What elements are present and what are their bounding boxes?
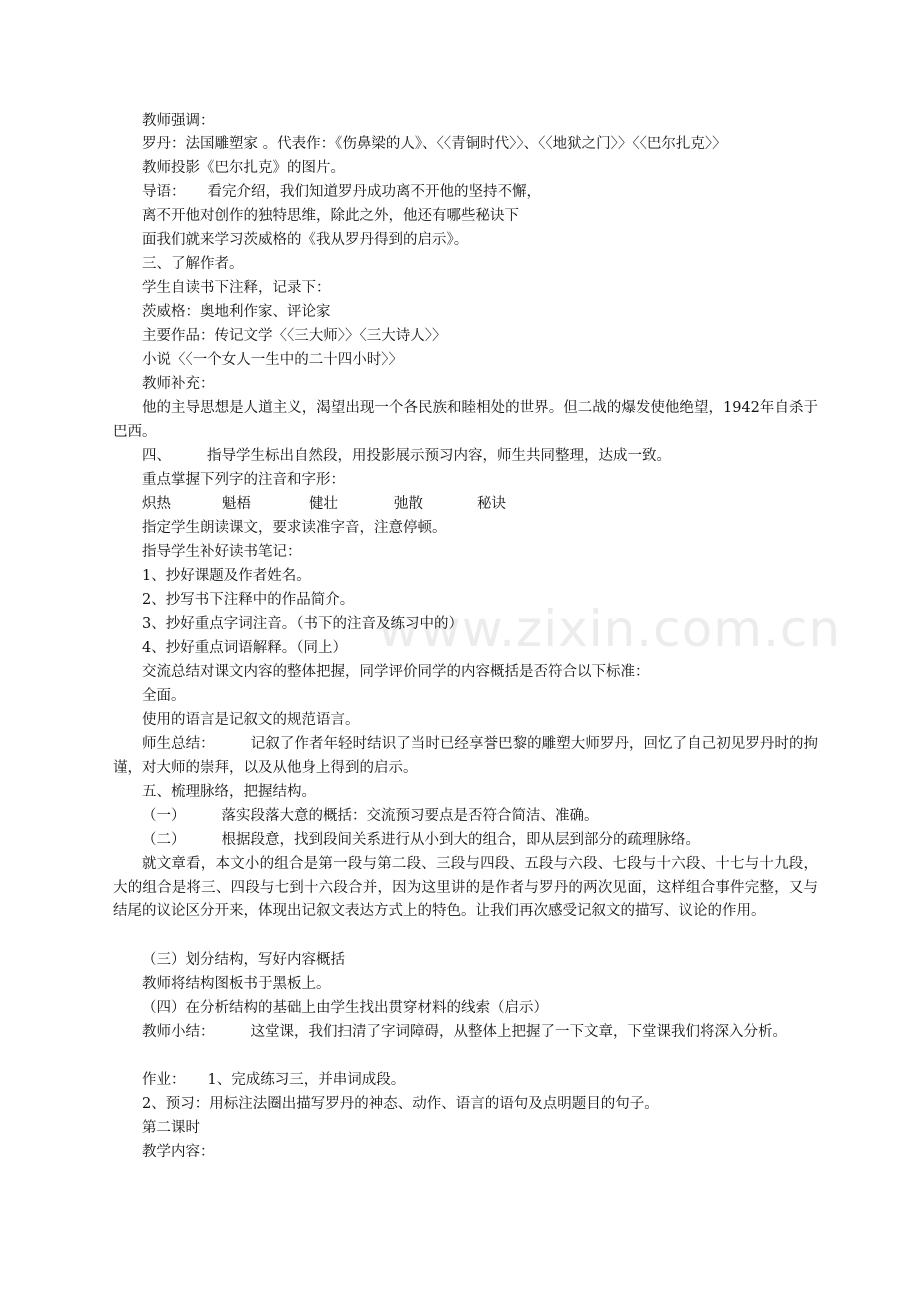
word: 弛散 bbox=[394, 496, 423, 512]
paragraph bbox=[113, 397, 818, 444]
line-text: 1、抄好课题及作者姓名。 bbox=[142, 568, 311, 584]
line-text: 看完介绍，我们知道罗丹成功离不开他的坚持不懈， bbox=[207, 184, 541, 200]
text-line bbox=[142, 805, 818, 829]
line-text: 五、梳理脉络，把握结构。 bbox=[142, 784, 316, 800]
text-line bbox=[142, 829, 818, 853]
text-line bbox=[142, 325, 818, 349]
line-text: 四、 bbox=[142, 448, 171, 464]
text-line bbox=[142, 110, 818, 134]
text-line bbox=[142, 277, 818, 301]
watermark: www.zixin.com.cn bbox=[378, 600, 842, 658]
line-text: 指导学生标出自然段，用投影展示预习内容，师生共同整理，达成一致。 bbox=[207, 448, 671, 464]
line-text: （四）在分析结构的基础上由学生找出贯穿材料的线索（启示） bbox=[142, 1000, 548, 1016]
line-text: 2、预习：用标注法圈出描写罗丹的神态、动作、语言的语句及点明题目的句子。 bbox=[142, 1096, 659, 1112]
line-text: 落实段落大意的概括：交流预习要点是否符合简洁、准确。 bbox=[221, 808, 599, 824]
word: 健壮 bbox=[309, 496, 338, 512]
section-heading bbox=[142, 781, 818, 805]
line-text: 2、抄写书下注释中的作品简介。 bbox=[142, 592, 355, 608]
text-line bbox=[142, 205, 818, 229]
line-text: 面我们就来学习茨威格的《我从罗丹得到的启示》。 bbox=[142, 232, 469, 248]
paragraph-text: 就文章看，本文小的组合是第一段与第二段、三段与四段、五段与六段、七段与十六段、十七与十九段，大的组合是将三、四段与七到十六段合并，因为这里讲的是作者与罗丹的两次见面，这样组合事件完整，又与结尾的议论区分开来，体现出记叙文表达方式上的特色。让我们再次感受记叙文的描写、议论的作用。 bbox=[113, 856, 818, 919]
paragraph-text: 他的主导思想是人道主义，渴望出现一个各民族和睦相处的世界。但二战的爆发使他绝望，1942年自杀于巴西。 bbox=[113, 400, 818, 440]
line-text: 三、了解作者。 bbox=[142, 256, 244, 272]
list-item bbox=[142, 613, 818, 637]
text-line bbox=[142, 517, 818, 541]
list-item bbox=[142, 589, 818, 613]
text-line bbox=[142, 373, 818, 397]
line-text: （一） bbox=[142, 808, 186, 824]
line-text: 教师投影《巴尔扎克》的图片。 bbox=[142, 160, 345, 176]
line-text: 3、抄好重点字词注音。（书下的注音及练习中的） bbox=[142, 616, 463, 632]
line-text: 重点掌握下列字的注音和字形： bbox=[142, 472, 345, 488]
paragraph-text: 这堂课，我们扫清了字词障碍，从整体上把握了一下文章，下堂课我们将深入分析。 bbox=[250, 1024, 787, 1040]
text-line bbox=[142, 133, 818, 157]
text-line bbox=[142, 157, 818, 181]
paragraph bbox=[113, 853, 818, 924]
text-line bbox=[142, 469, 818, 493]
line-text: 1、完成练习三，并串词成段。 bbox=[207, 1072, 406, 1088]
line-text: 罗丹：法国雕塑家 。代表作：《伤鼻梁的人》、〈〈青铜时代〉〉、〈〈地狱之门〉〉〈〈巴尔扎克〉〉 bbox=[142, 136, 727, 152]
text-line bbox=[142, 301, 818, 325]
line-text: （二） bbox=[142, 832, 186, 848]
line-text: 指定学生朗读课文，要求读准字音，注意停顿。 bbox=[142, 520, 447, 536]
line-text: 小说〈〈一个女人一生中的二十四小时〉〉 bbox=[142, 352, 403, 368]
text-line bbox=[142, 181, 818, 205]
text-line bbox=[142, 349, 818, 373]
line-text: 学生自读书下注释，记录下： bbox=[142, 280, 331, 296]
text-line bbox=[142, 1093, 818, 1117]
section-heading bbox=[142, 445, 818, 469]
line-text: 教师强调： bbox=[142, 113, 215, 129]
line-text: 师生总结： bbox=[142, 736, 215, 752]
list-item bbox=[142, 637, 818, 661]
line-text: 教师小结： bbox=[142, 1024, 215, 1040]
line-text: 全面。 bbox=[142, 688, 186, 704]
line-text: 茨威格：奥地利作家、评论家 bbox=[142, 304, 331, 320]
section-heading bbox=[142, 1117, 818, 1141]
word: 秘诀 bbox=[477, 496, 506, 512]
line-text: 交流总结对课文内容的整体把握，同学评价同学的内容概括是否符合以下标准： bbox=[142, 664, 650, 680]
section-heading bbox=[142, 253, 818, 277]
text-line bbox=[142, 685, 818, 709]
line-text: 导语： bbox=[142, 184, 186, 200]
paragraph-text: 记叙了作者年轻时结识了当时已经享誉巴黎的雕塑大师罗丹，回忆了自己初见罗丹时的拘谨，对大师的崇拜，以及从他身上得到的启示。 bbox=[113, 736, 819, 776]
line-text: 离不开他对创作的独特思维，除此之外，他还有哪些秘诀下 bbox=[142, 208, 519, 224]
text-line bbox=[142, 541, 818, 565]
line-text: 指导学生补好读书笔记： bbox=[142, 544, 302, 560]
text-line bbox=[142, 661, 818, 685]
line-text: （三）划分结构，写好内容概括 bbox=[142, 952, 345, 968]
text-line bbox=[142, 997, 818, 1021]
text-line bbox=[142, 709, 818, 733]
line-text: 教学内容： bbox=[142, 1144, 215, 1160]
list-item bbox=[142, 565, 818, 589]
paragraph bbox=[113, 1021, 818, 1045]
text-line bbox=[142, 973, 818, 997]
paragraph bbox=[113, 733, 818, 780]
text-line bbox=[142, 949, 818, 973]
line-text: 主要作品：传记文学〈〈三大师〉〉〈三大诗人〉〉 bbox=[142, 328, 447, 344]
line-text: 教师补充： bbox=[142, 376, 215, 392]
text-line bbox=[142, 1069, 818, 1093]
word-list bbox=[142, 493, 818, 517]
line-text: 作业： bbox=[142, 1072, 186, 1088]
line-text: 根据段意，找到段间关系进行从小到大的组合，即从层到部分的疏理脉络。 bbox=[221, 832, 700, 848]
word: 炽热 bbox=[142, 496, 171, 512]
text-line bbox=[142, 1141, 818, 1165]
line-text: 使用的语言是记叙文的规范语言。 bbox=[142, 712, 360, 728]
line-text: 第二课时 bbox=[142, 1120, 200, 1136]
line-text: 教师将结构图板书于黑板上。 bbox=[142, 976, 331, 992]
text-line bbox=[142, 229, 818, 253]
line-text: 4、抄好重点词语解释。（同上） bbox=[142, 640, 347, 656]
word: 魁梧 bbox=[222, 496, 251, 512]
